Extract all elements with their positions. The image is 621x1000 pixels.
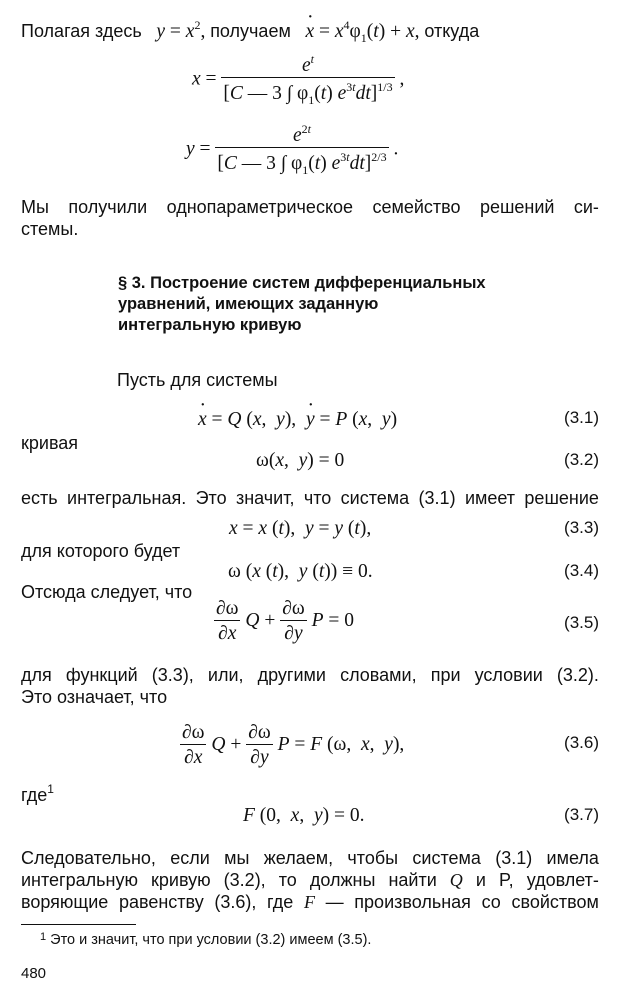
footnote [40, 931, 371, 948]
page-number: 480 [21, 965, 47, 982]
footnote-text: Это и значит, что при условии (3.2) имеем (3.5). [50, 932, 372, 948]
equation-3-1: · x = Q (x, y), · y = P (x, y) [198, 409, 397, 431]
formula-x: x = $\frac{e^t}{[C — 3 \int \varphi_1(t) e^{3t}dt]^{1/3}}$ , [192, 52, 405, 107]
equation-number-3-2: (3.2) [564, 450, 599, 469]
equation-3-6: $\frac{\partial\omega}{\partial x}$ Q + $\frac{\partial\omega}{\partial y}$ P = F (ω, x, y), [182, 722, 405, 768]
text-functions-sentence: для функций (3.3), или, другими словами, при условии (3.2). [21, 665, 599, 685]
equation-number-3-5: (3.5) [564, 613, 599, 632]
text-this-means: Это означает, что [21, 687, 168, 707]
equation-number-3-6: (3.6) [564, 733, 599, 752]
text-consequently-line1: Следовательно, если мы желаем, чтобы система (3.1) имела [21, 848, 599, 868]
equation-3-2: ω(x, y) = 0 [256, 450, 345, 471]
footnote-number: 1 [40, 931, 47, 943]
footnote-marker: 1 [47, 782, 54, 796]
text-consequently-line2: интегральную кривую (3.2), то должны найти Q и P, удовлет- [21, 870, 599, 890]
section-title-line1: § 3. Построение систем дифференциальных [118, 274, 486, 292]
text-where: где$^1$ [21, 782, 54, 805]
section-title-line2: уравнений, имеющих заданную [118, 295, 379, 313]
equation-3-7: F (0, x, y) = 0. [243, 805, 365, 826]
text-consequently-line3: воряющие равенству (3.6), где F — произвольная со свойством [21, 892, 599, 912]
paragraph-family-line1: Мы получили однопараметрическое семейство решений си- [21, 197, 599, 217]
formula-y: y = $\frac{e^{2t}}{[C — 3 \int \varphi_1(t) e^{3t}dt]^{2/3}}$ . [186, 122, 399, 177]
text-which-will-be: для которого будет [21, 541, 181, 561]
equation-3-5: $\frac{\partial\omega}{\partial x}$ Q + $\frac{\partial\omega}{\partial y}$ P = 0 [216, 598, 354, 644]
equation-number-3-7: (3.7) [564, 805, 599, 824]
text-hence: Отсюда следует, что [21, 582, 193, 602]
section-title-line3: интегральную кривую [118, 316, 302, 334]
intro-line: Полагая здесь $y = x^2$, получаем · $x = x^4\varphi_1(t) + x$, откуда [21, 14, 479, 49]
paragraph-family-line2: стемы. [21, 219, 79, 239]
equation-number-3-4: (3.4) [564, 561, 599, 580]
equation-3-3: x = x (t), y = y (t), [229, 518, 372, 539]
equation-number-3-3: (3.3) [564, 518, 599, 537]
equation-3-4: ω (x (t), y (t)) ≡ 0. [228, 561, 373, 582]
text-integral-sentence: есть интегральная. Это значит, что система (3.1) имеет решение [21, 488, 599, 508]
text-let-system: Пусть для системы [117, 370, 278, 390]
equation-number-3-1: (3.1) [564, 408, 599, 427]
footnote-divider [21, 924, 136, 925]
text-curve: кривая [21, 433, 79, 453]
